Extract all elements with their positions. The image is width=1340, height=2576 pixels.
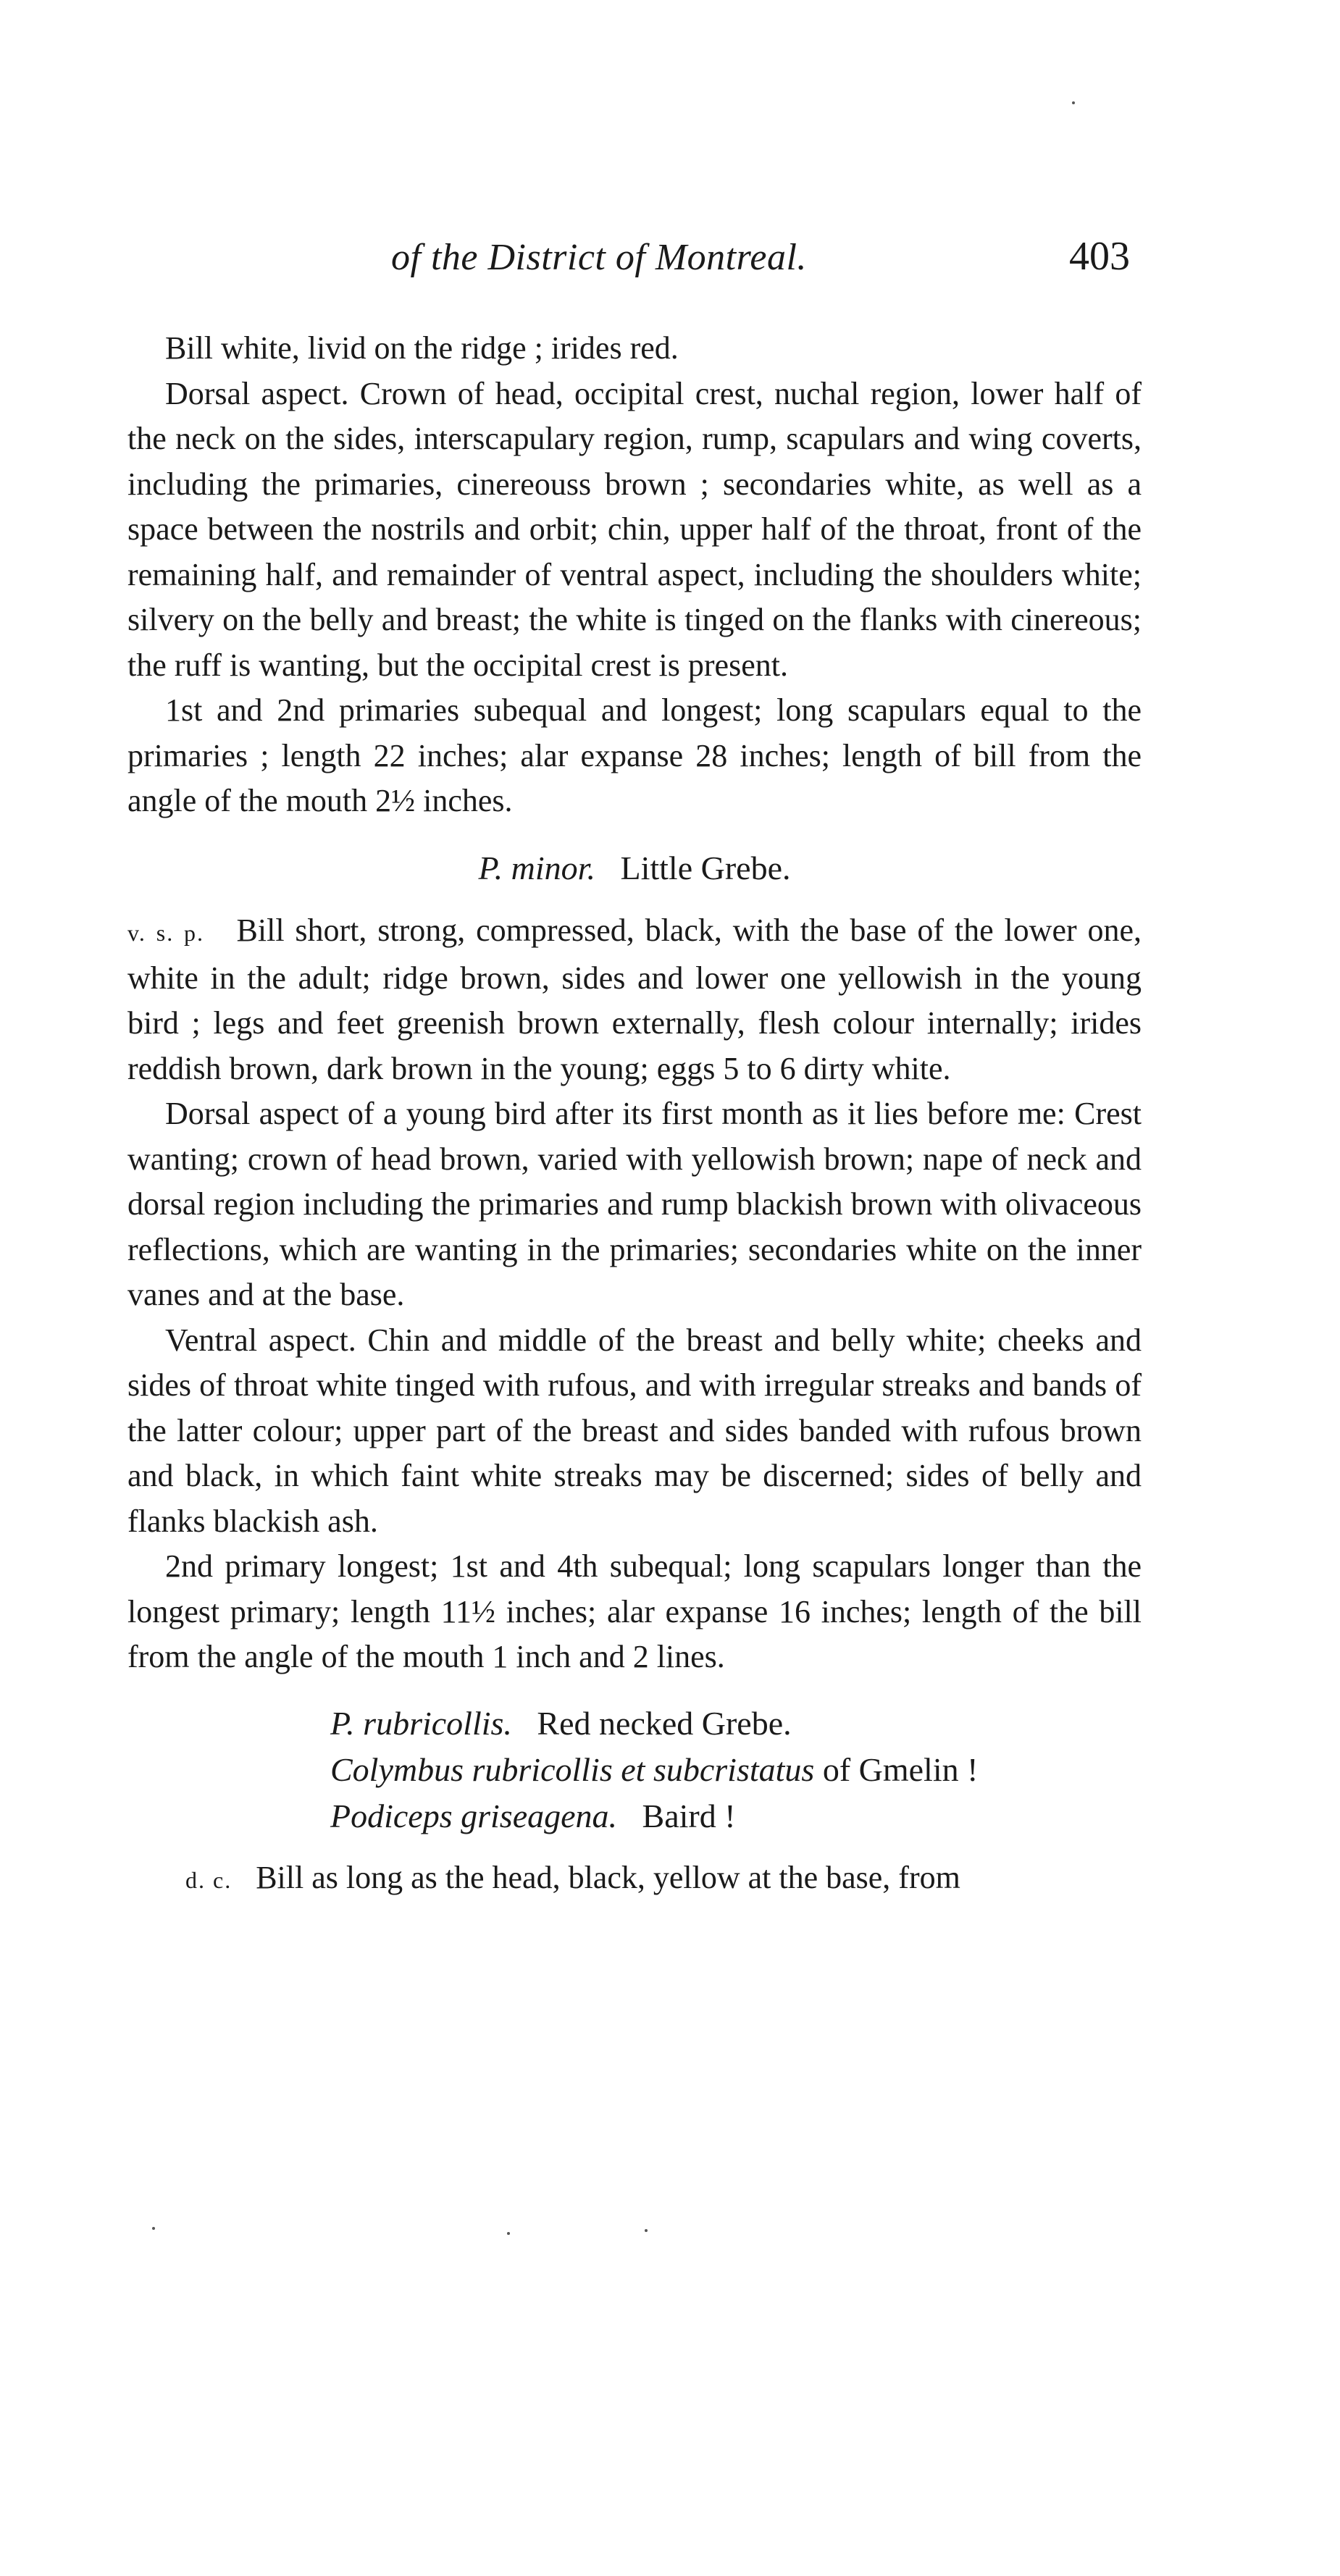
paragraph: Bill white, livid on the ridge ; irides red. bbox=[165, 330, 679, 366]
paragraph: 1st and 2nd primaries subequal and longest; long scapulars equal to the primaries ; length 22 inches; alar expanse 28 inches; length of bill from the angle of the mouth 2½ inches. bbox=[127, 692, 1142, 818]
body-text bbox=[127, 326, 1142, 1902]
paragraph: 2nd primary longest; 1st and 4th subequal; long scapulars longer than the longest primary; length 11½ inches; alar expanse 16 inches; length of the bill from the angle of the mouth 1 inch and 2 lines. bbox=[127, 1548, 1142, 1674]
status-label: v. s. p. bbox=[127, 920, 205, 946]
synonym-name: Colymbus rubricollis et subcristatus bbox=[330, 1750, 815, 1788]
species-latin-name: P. rubricollis. bbox=[330, 1704, 512, 1742]
synonym-authority: of Gmelin ! bbox=[822, 1750, 979, 1788]
running-title: of the District of Montreal. bbox=[391, 237, 807, 278]
print-speck bbox=[645, 2229, 648, 2232]
species-heading-minor bbox=[127, 846, 1142, 891]
paragraph: Ventral aspect. Chin and middle of the breast and belly white; cheeks and sides of throat white tinged with rufous, and with irregular streaks and bands of the latter colour; upper part of the breast and sides banded with rufous brown and black, in which faint white streaks may be discerned; sides of belly and flanks blackish ash. bbox=[127, 1322, 1142, 1539]
paragraph: Dorsal aspect of a young bird after its first month as it lies before me: Crest wanting; crown of head brown, varied with yellowish brown; nape of neck and dorsal region including the primaries and rump blackish brown with olivaceous reflections, which are wanting in the primaries; secondaries white on the inner vanes and at the base. bbox=[127, 1096, 1142, 1312]
paragraph-text: Bill as long as the head, black, yellow at the base, from bbox=[256, 1859, 960, 1895]
species-latin-name: P. minor. bbox=[478, 849, 595, 886]
page-number: 403 bbox=[1069, 234, 1130, 279]
paragraph bbox=[127, 1855, 1142, 1903]
paragraph: Dorsal aspect. Crown of head, occipital crest, nuchal region, lower half of the neck on the sides, interscapulary region, rump, scapulars and wing coverts, including the primaries, cinereouss brown ; secondaries white, as well as a space between the nostrils and orbit; chin, upper half of the throat, front of the remaining half, and remainder of ventral aspect, including the shoulders white; silvery on the belly and breast; the white is tinged on the flanks with cinereous; the ruff is wanting, but the occipital crest is present. bbox=[127, 375, 1142, 683]
species-heading-rubricollis bbox=[330, 1700, 1142, 1839]
paragraph-text: Bill short, strong, compressed, black, with the base of the lower one, white in the adult; ridge brown, sides and lower one yellowish in the young bird ; legs and feet greenish brown externally, flesh colour internally; irides reddish brown, dark brown in the young; eggs 5 to 6 dirty white. bbox=[127, 912, 1142, 1086]
species-common-name: Little Grebe. bbox=[620, 849, 791, 886]
synonym-authority: Baird ! bbox=[642, 1797, 736, 1834]
print-speck bbox=[507, 2232, 510, 2235]
synonym-name: Podiceps griseagena. bbox=[330, 1797, 618, 1834]
running-head bbox=[377, 233, 1130, 291]
status-label: d. c. bbox=[185, 1866, 233, 1893]
paragraph bbox=[127, 908, 1142, 1091]
print-speck bbox=[152, 2227, 155, 2230]
species-common-name: Red necked Grebe. bbox=[537, 1704, 792, 1742]
print-speck bbox=[1072, 101, 1075, 104]
